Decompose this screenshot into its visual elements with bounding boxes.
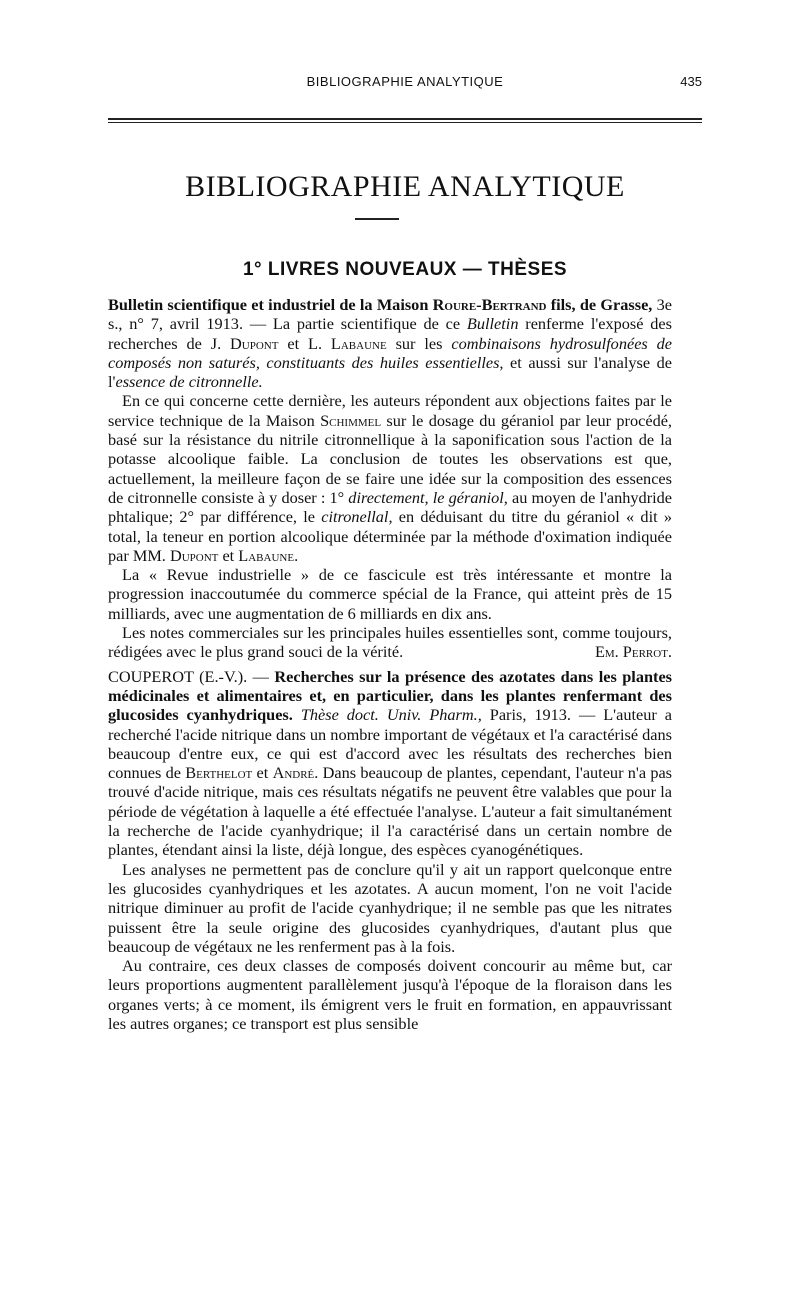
entry1-paragraph-2: En ce qui concerne cette dernière, les auteurs répondent aux objections faites par le service technique de la Maison Schimmel sur le dosage du géraniol par leur procédé, basé sur la résistance du nitrile citronnellique à la saponification sous l'action de la potasse alcoolique faible. La conclusion de toutes les observations est que, actuellement, la meilleure façon de se faire une idée sur la composition des essences de citronnelle consiste à y doser : 1° directement, le géraniol, au moyen de l'anhydride phtalique; 2° par différence, le citronellal, en déduisant du titre du géraniol « dit » total, la teneur en portion alcoolique déterminée par la méthode d'oximation indiquée par MM. Dupont et Labaune.	[108, 391, 673, 565]
signature: Em. Perrot.	[594, 642, 672, 662]
roure-bertrand: Roure-Bertrand	[432, 295, 547, 314]
entry1-paragraph-3: La « Revue industrielle » de ce fascicule est très intéressante et montre la progression inaccoutumée du commerce spécial de la France, qui atteint près de 15 milliards, avec une augmentation de 6 milliards en dix ans.	[108, 565, 672, 623]
entry1-paragraph-4: Les notes commerciales sur les principales huiles essentielles sont, comme toujours, rédigées avec le plus grand souci de la vérité. Em. Perrot.	[108, 623, 672, 662]
entry2-paragraph-1: COUPEROT (E.-V.). — Recherches sur la présence des azotates dans les plantes médicinales et alimentaires et, en particulier, dans les plantes renfermant des glucosides cyanhydriques. Thèse doct. Univ. Pharm., Paris, 1913. — L'auteur a recherché l'acide nitrique dans un nombre important de végétaux et l'a caractérisé dans beaucoup d'entre eux, ce qui est d'accord avec les résultats des recherches bien connues de Berthelot et André. Dans beaucoup de plantes, cependant, l'auteur n'a pas trouvé d'acide nitrique, mais ces résultats négatifs ne peuvent être valables que pour la période de végétation à laquelle a été effectuée l'analyse. L'auteur a fait simultanément la recherche de l'acide cyanhydrique; il l'a caractérisé dans un certain nombre de plantes, étendant ainsi la liste, déjà longue, des espèces cyanogénétiques.	[108, 666, 673, 860]
page-number: 435	[680, 74, 702, 89]
running-head	[108, 74, 702, 94]
header-rule-thin	[108, 122, 702, 123]
entry2-title: Recherches sur la présence des azotates dans les plantes médicinales et alimentaires et, en particulier, dans les plantes renfermant des glucosides cyanhydriques.	[108, 666, 673, 725]
section-heading: 1° LIVRES NOUVEAUX — THÈSES	[242, 259, 568, 280]
entry2-paragraph-3: Au contraire, ces deux classes de composés doivent concourir au même but, car leurs proportions augmentent parallèlement jusqu'à l'époque de la floraison dans les organes verts; à ce moment, ils émigrent vers le fruit en formation, en appauvrissant les autres organes; ce transport est plus sensible	[108, 956, 672, 1033]
entry1-title: Bulletin scientifique et industriel de la Maison Roure-Bertrand fils, de Grasse,	[108, 295, 657, 314]
page-title: BIBLIOGRAPHIE ANALYTIQUE	[185, 170, 625, 203]
title-rule	[355, 218, 399, 220]
header-rule-thick	[108, 118, 702, 120]
entry1-ref: 3e s., n° 7, avril 1913. — La partie scientifique de ce	[108, 295, 672, 334]
entry2-author: COUPEROT (E.-V.). —	[108, 666, 275, 686]
entry2-paragraph-2: Les analyses ne permettent pas de conclure qu'il y ait un rapport quelconque entre les glucosides cyanhydriques et les azotates. A aucun moment, l'on ne voit l'acide nitrique diminuer au profit de l'acide cyanhydrique; il ne semble pas que les nitrates puissent être la seule origine des glucosides cyanhydriques, d'autant plus que beaucoup de végétaux ne les renferment pas à la fois.	[108, 859, 672, 956]
entry1-paragraph-1: Bulletin scientifique et industriel de la Maison Roure-Bertrand fils, de Grasse, 3e s., n° 7, avril 1913. — La partie scientifique de ce Bulletin renferme l'exposé des recherches de J. Dupont et L. Labaune sur les combinaisons hydrosulfonées de composés non saturés, constituants des huiles essentielles, et aussi sur l'analyse de l'essence de citronnelle.	[108, 295, 673, 392]
body-text	[108, 295, 672, 1033]
running-title: BIBLIOGRAPHIE ANALYTIQUE	[306, 74, 504, 89]
